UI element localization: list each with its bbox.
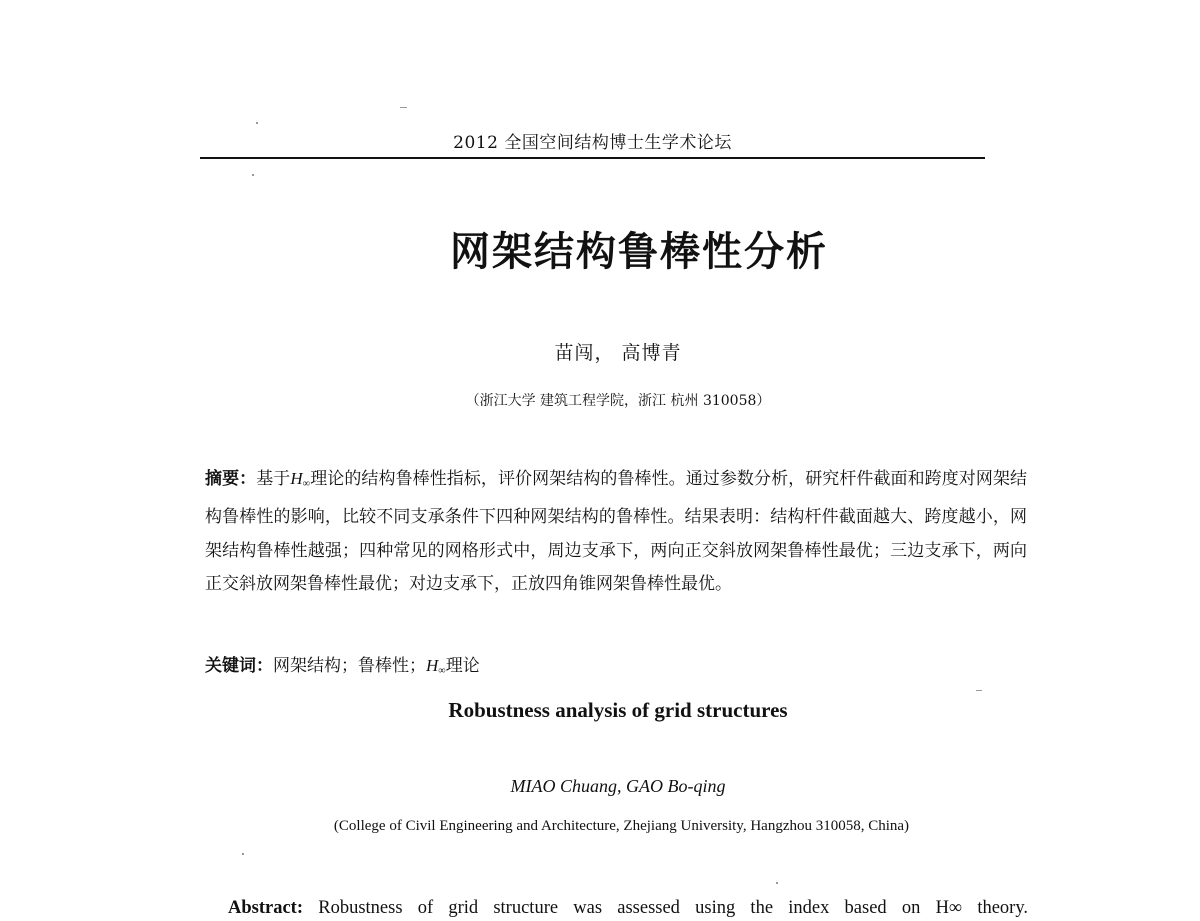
scan-speck [400,107,407,108]
abstract-cn-pre: 基于 [256,469,291,489]
scan-speck [252,174,254,176]
abstract-en-label: Abstract: [228,898,304,918]
scan-speck [976,690,982,691]
abstract-en [228,895,1028,921]
keywords-cn [205,652,1027,686]
scan-speck [256,122,258,124]
abstract-cn [205,462,1027,602]
header-rule [200,157,985,159]
conference-header: 2012 全国空间结构博士生学术论坛 [453,133,732,153]
keywords-cn-post: 理论 [445,656,480,676]
h-infinity-symbol: $H_\infty$ [290,469,311,490]
authors-en: MIAO Chuang, GAO Bo-qing [510,776,726,796]
abstract-cn-body: 理论的结构鲁棒性指标，评价网架结构的鲁棒性。通过参数分析，研究杆件截面和跨度对网架结构鲁棒性的影响，比较不同支承条件下四种网架结构的鲁棒性。结果表明：结构杆件截面越大、跨度越小，网架结构鲁棒性越强；四种常见的网格形式中，周边支承下，两向正交斜放网架鲁棒性最优；三边支承下，两向正交斜放网架鲁棒性最优；对边支承下，正放四角锥网架鲁棒性最优。 [205,469,1028,595]
scan-speck [776,882,778,884]
keywords-cn-label: 关键词： [205,656,273,676]
authors-cn: 苗闯， 高博青 [554,342,682,364]
paper-title-en: Robustness analysis of grid structures [448,698,788,722]
paper-title-cn: 网架结构鲁棒性分析 [450,229,828,275]
keywords-cn-text: 网架结构；鲁棒性； [273,656,426,676]
abstract-en-text: Robustness of grid structure was assessed using the index based on H∞ theory. [318,898,1029,918]
affiliation-cn: （浙江大学 建筑工程学院，浙江 杭州 310058） [465,393,771,409]
affiliation-en: (College of Civil Engineering and Architecture, Zhejiang University, Hangzhou 310058, China) [333,818,910,834]
h-infinity-symbol: $H_\infty$ [426,656,446,677]
scan-speck [242,853,244,855]
abstract-cn-label: 摘要： [205,469,257,489]
